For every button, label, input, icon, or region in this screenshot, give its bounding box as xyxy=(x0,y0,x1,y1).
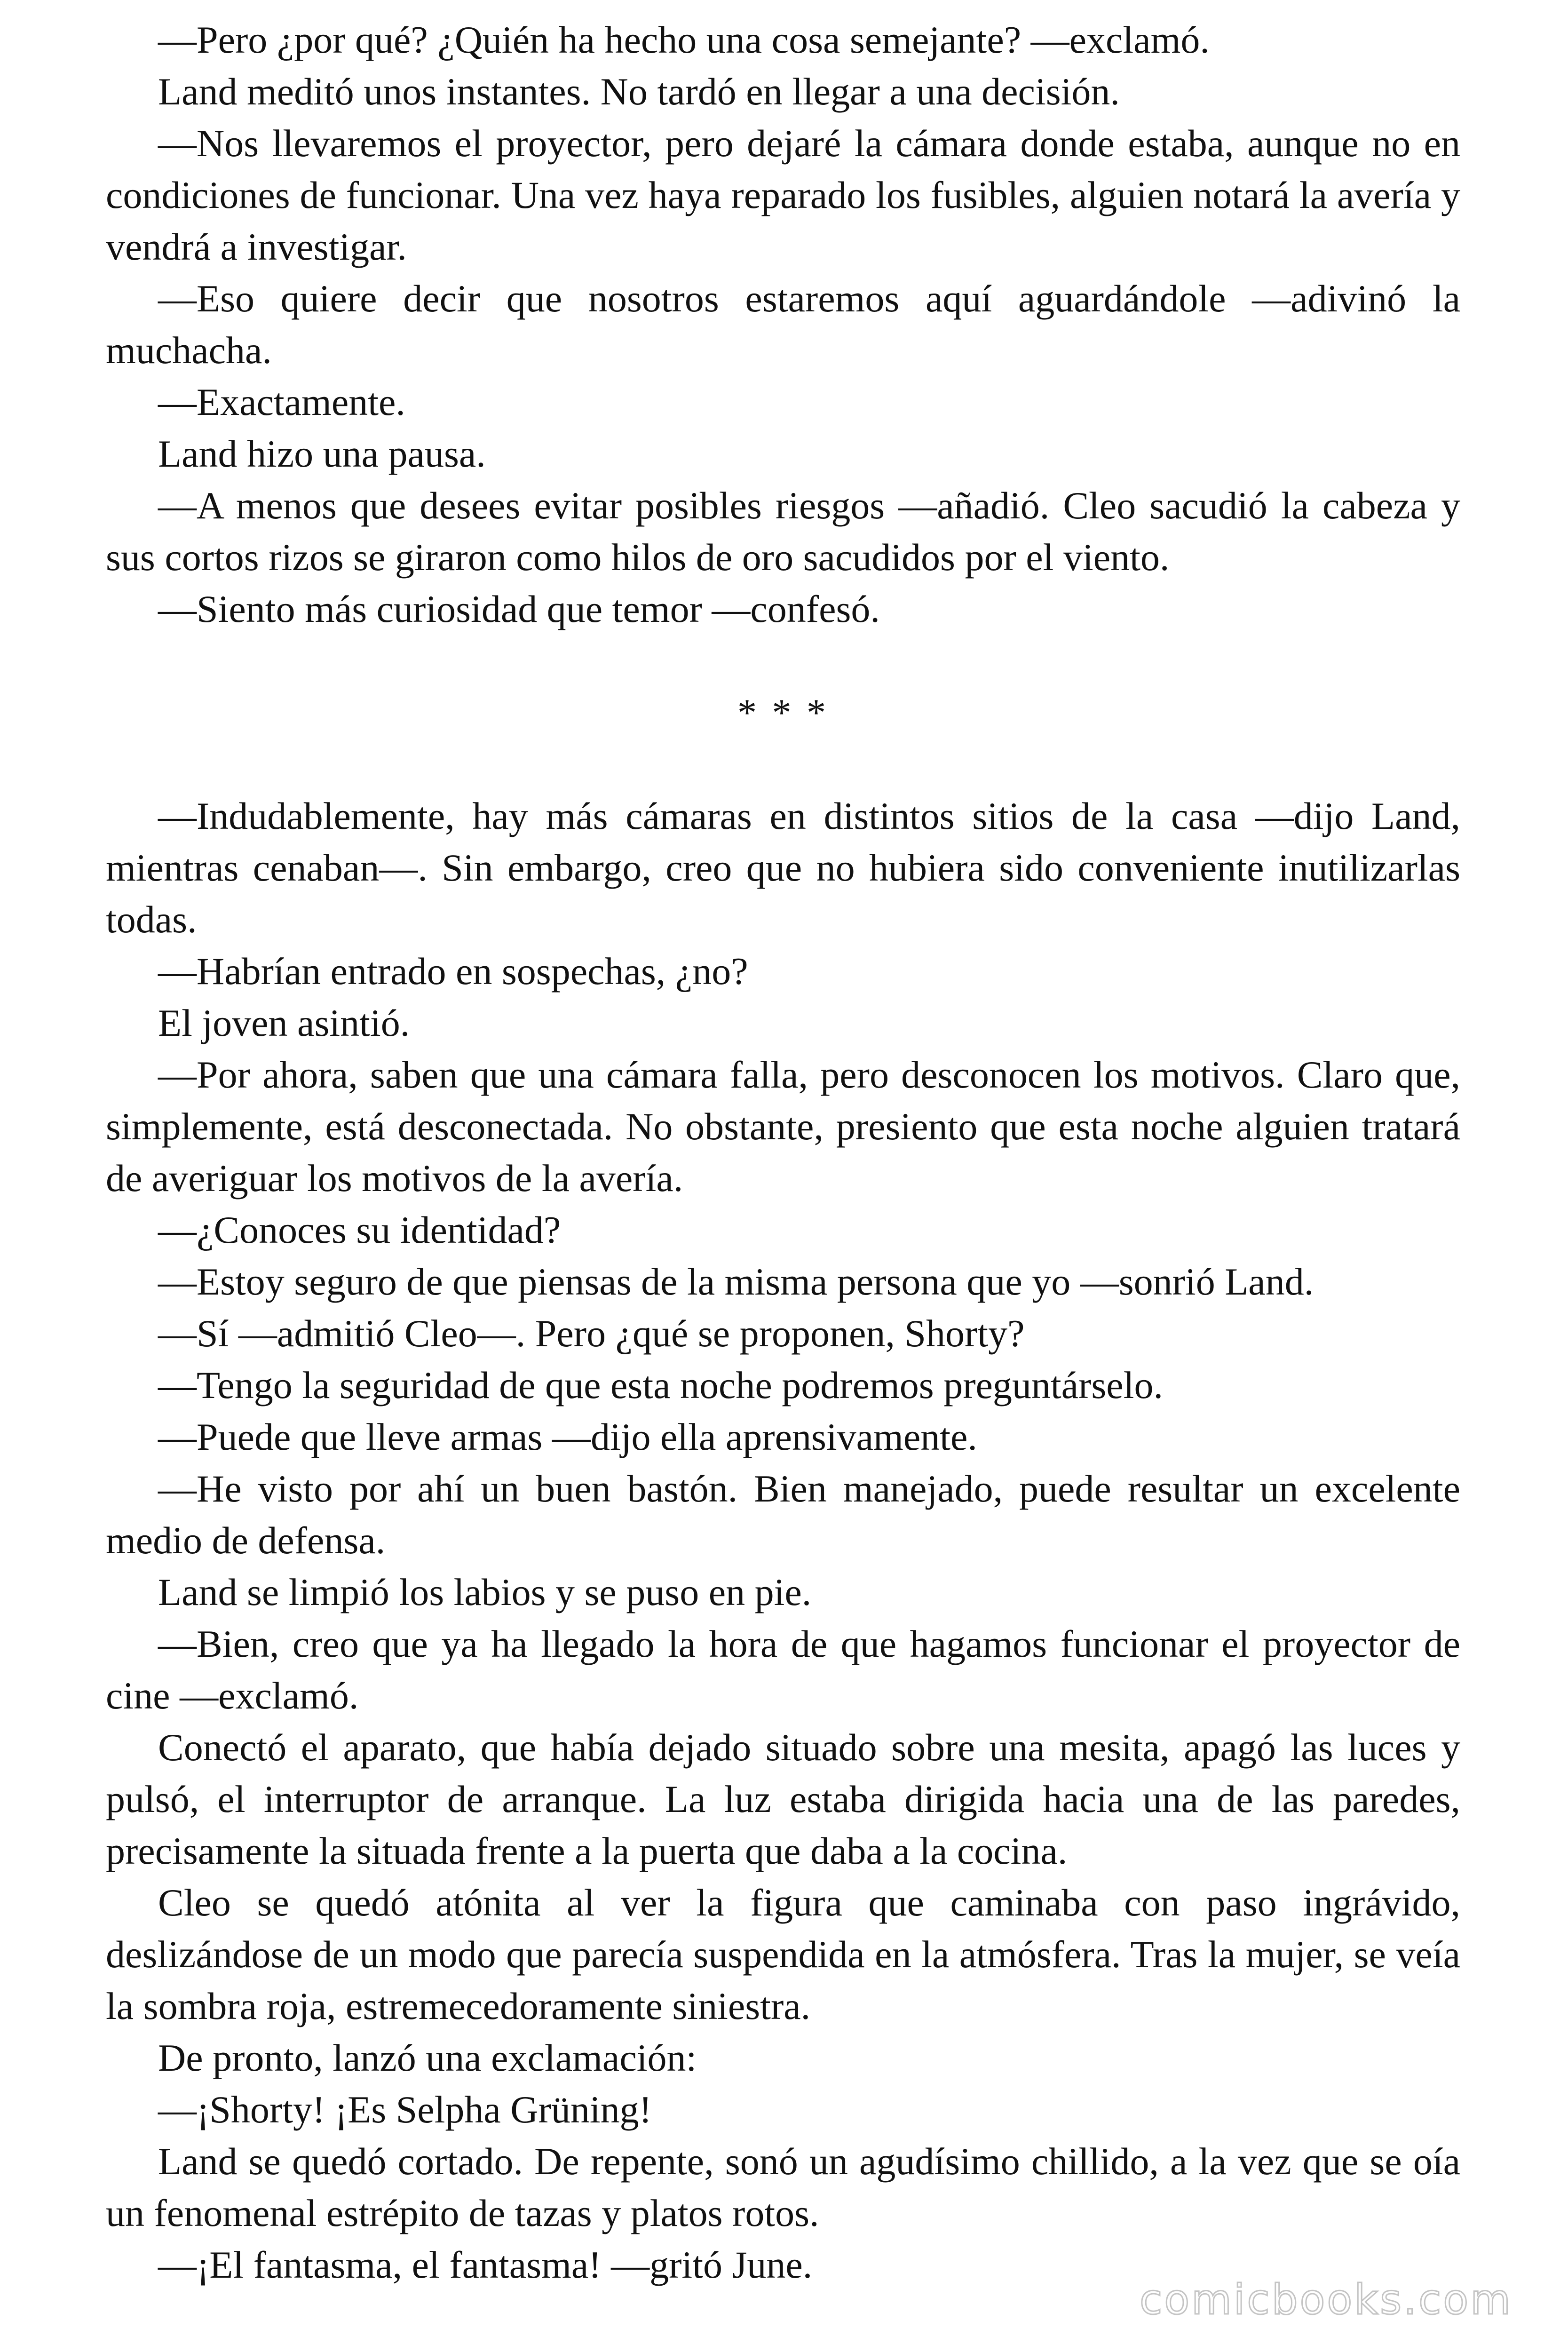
paragraph: —Pero ¿por qué? ¿Quién ha hecho una cosa semejante? —exclamó. xyxy=(158,18,1210,61)
paragraph: —Indudablemente, hay más cámaras en distintos sitios de la casa —dijo Land, mientras cenaban—. Sin embargo, creo que no hubiera sido conveniente inutilizarlas todas. xyxy=(106,795,1460,941)
paragraph: —¿Conoces su identidad? xyxy=(158,1208,561,1251)
paragraph: Land hizo una pausa. xyxy=(158,432,486,475)
page-body xyxy=(106,14,1460,2291)
watermark: comicbooks.com xyxy=(1139,2275,1513,2324)
paragraph: —Eso quiere decir que nosotros estaremos aquí aguardándole —adivinó la muchacha. xyxy=(106,277,1460,372)
paragraph: De pronto, lanzó una exclamación: xyxy=(158,2036,697,2079)
paragraph: Cleo se quedó atónita al ver la figura que caminaba con paso ingrávido, deslizándose de un modo que parecía suspendida en la atmósfera. Tras la mujer, se veía la sombra roja, estremecedoramente siniestra. xyxy=(106,1881,1460,2027)
paragraph: —Sí —admitió Cleo—. Pero ¿qué se proponen, Shorty? xyxy=(158,1312,1025,1355)
paragraph: —Nos llevaremos el proyector, pero dejaré la cámara donde estaba, aunque no en condiciones de funcionar. Una vez haya reparado los fusibles, alguien notará la avería y vendrá a investigar. xyxy=(106,122,1460,268)
text-block-before-break xyxy=(106,14,1460,635)
paragraph: —Habrían entrado en sospechas, ¿no? xyxy=(158,950,748,993)
paragraph: —Por ahora, saben que una cámara falla, pero desconocen los motivos. Claro que, simplemente, está desconectada. No obstante, presiento que esta noche alguien tratará de averiguar los motivos de la avería. xyxy=(106,1053,1460,1200)
paragraph: Land se limpió los labios y se puso en pie. xyxy=(158,1571,812,1613)
paragraph: —Exactamente. xyxy=(158,381,405,423)
paragraph: —¡Shorty! ¡Es Selpha Grüning! xyxy=(158,2088,652,2131)
text-block-after-break xyxy=(106,790,1460,2291)
paragraph: El joven asintió. xyxy=(158,1001,410,1044)
paragraph: Land meditó unos instantes. No tardó en llegar a una decisión. xyxy=(158,70,1120,113)
section-break: * * * xyxy=(737,691,829,734)
paragraph: —¡El fantasma, el fantasma! —gritó June. xyxy=(158,2243,813,2286)
paragraph: —He visto por ahí un buen bastón. Bien manejado, puede resultar un excelente medio de defensa. xyxy=(106,1467,1460,1562)
paragraph: Land se quedó cortado. De repente, sonó un agudísimo chillido, a la vez que se oía un fenomenal estrépito de tazas y platos rotos. xyxy=(106,2140,1460,2234)
paragraph: —Bien, creo que ya ha llegado la hora de que hagamos funcionar el proyector de cine —exclamó. xyxy=(106,1622,1460,1717)
paragraph: —A menos que desees evitar posibles riesgos —añadió. Cleo sacudió la cabeza y sus cortos rizos se giraron como hilos de oro sacudidos por el viento. xyxy=(106,484,1460,579)
paragraph: —Tengo la seguridad de que esta noche podremos preguntárselo. xyxy=(158,1364,1163,1406)
paragraph: —Estoy seguro de que piensas de la misma persona que yo —sonrió Land. xyxy=(158,1260,1314,1303)
paragraph: —Puede que lleve armas —dijo ella aprensivamente. xyxy=(158,1415,977,1458)
paragraph: —Siento más curiosidad que temor —confesó. xyxy=(158,588,880,630)
paragraph: Conectó el aparato, que había dejado situado sobre una mesita, apagó las luces y pulsó, el interruptor de arranque. La luz estaba dirigida hacia una de las paredes, precisamente la situada frente a la puerta que daba a la cocina. xyxy=(106,1726,1460,1872)
